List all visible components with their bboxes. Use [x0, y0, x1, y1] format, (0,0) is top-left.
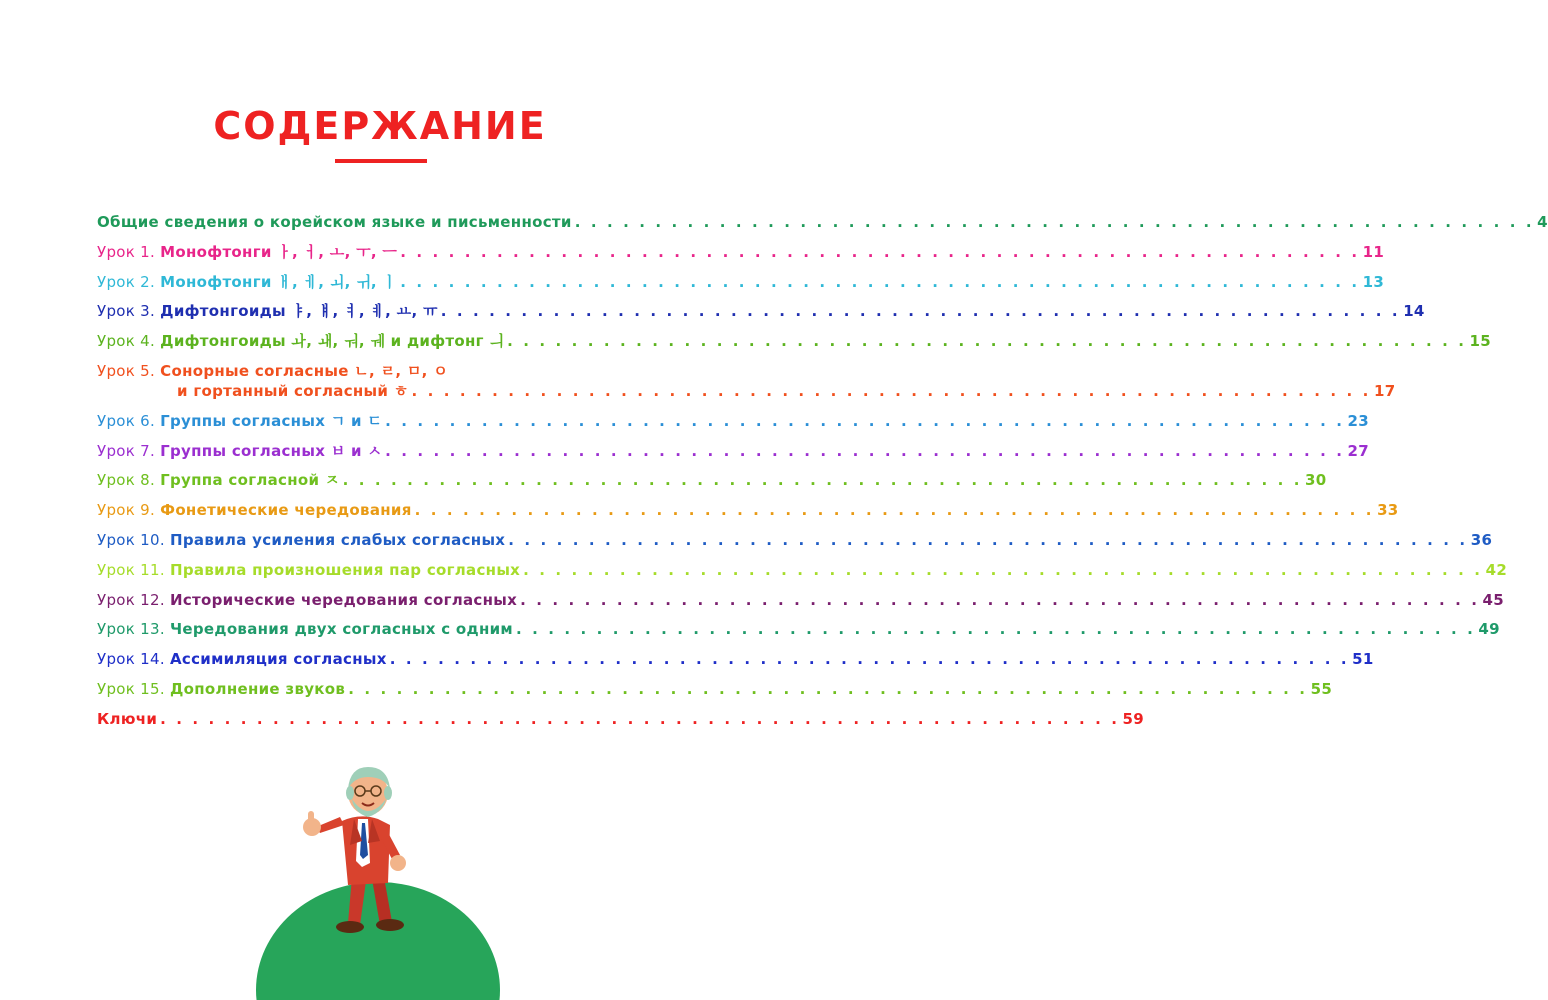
toc-entry[interactable] [97, 212, 1548, 232]
dot-leader: . . . . . . . . . . . . . . . . . . . . . . . . . . . . . . . . . . . . . . . . . . . . . . . . . . . . . . . . . . . . [385, 441, 1345, 460]
toc-title: Группы согласных ㄱ и ㄷ [160, 411, 383, 430]
toc-page-number: 33 [1377, 501, 1399, 520]
toc-label [97, 331, 504, 351]
toc-line [97, 301, 1425, 321]
toc-lesson-number: Урок 4. [97, 332, 161, 351]
toc-entry[interactable] [97, 590, 1505, 610]
toc-label [97, 619, 513, 639]
toc-label [97, 441, 382, 461]
toc-label [97, 301, 438, 321]
dot-leader: . . . . . . . . . . . . . . . . . . . . . . . . . . . . . . . . . . . . . . . . . . . . . . . . . . . . . . . . . . . . [400, 272, 1360, 291]
toc-page-number: 14 [1403, 302, 1425, 321]
toc-entry[interactable] [97, 441, 1370, 461]
toc-label [97, 560, 520, 580]
dot-leader: . . . . . . . . . . . . . . . . . . . . . . . . . . . . . . . . . . . . . . . . . . . . . . . . . . . . . . . . . . . . [440, 302, 1401, 321]
toc-lesson-number: Урок 15. [97, 679, 170, 698]
toc-page-number: 59 [1122, 709, 1145, 728]
dot-leader: . . . . . . . . . . . . . . . . . . . . . . . . . . . . . . . . . . . . . . . . . . . . . . . . . . . . . . . . . . . . [389, 650, 1350, 669]
toc-page-number: 17 [1373, 381, 1396, 400]
toc-lesson-number: Урок 11. [97, 560, 170, 579]
dot-leader: . . . . . . . . . . . . . . . . . . . . . . . . . . . . . . . . . . . . . . . . . . . . . . . . . . . . . . . . . . . . [414, 501, 1375, 520]
toc-entry[interactable] [97, 649, 1374, 669]
dot-leader: . . . . . . . . . . . . . . . . . . . . . . . . . . . . . . . . . . . . . . . . . . . . . . . . . . . . . . . . . . . . [520, 590, 1480, 609]
toc-page-number: 27 [1347, 441, 1370, 460]
toc-lesson-number: Урок 14. [97, 650, 170, 669]
toc-line [97, 560, 1508, 580]
dot-leader: . . . . . . . . . . . . . . . . . . . . . . . . . . . . . . . . . . . . . . . . . . . . . . . . . . . . . . . . . . . . [574, 213, 1535, 231]
toc-entry[interactable] [97, 242, 1385, 262]
toc-title: Правила произношения пар согласных [170, 560, 521, 579]
toc-page-number: 36 [1470, 530, 1493, 549]
toc-entry[interactable] [97, 361, 1396, 401]
toc-entry[interactable] [97, 411, 1370, 431]
toc-label [97, 272, 397, 292]
toc-line-continuation [97, 381, 1396, 401]
toc-label [97, 411, 382, 431]
toc-entry[interactable] [97, 470, 1327, 490]
dot-leader: . . . . . . . . . . . . . . . . . . . . . . . . . . . . . . . . . . . . . . . . . . . . . . . . . . . . . . . . . . . . [385, 411, 1345, 430]
toc-label [97, 242, 397, 262]
toc-label [97, 530, 505, 550]
toc-label [97, 212, 572, 232]
toc-entry[interactable] [97, 272, 1385, 292]
toc-page-number: 49 [1478, 620, 1500, 639]
toc-title: Общие сведения о корейском языке и письменности [97, 213, 572, 231]
toc-line [97, 530, 1493, 550]
toc-line [97, 361, 665, 381]
toc-title: Правила усиления слабых согласных [170, 530, 506, 549]
toc-title: Исторические чередования согласных [170, 590, 518, 609]
toc-lesson-number: Урок 8. [97, 471, 161, 490]
toc-lesson-number: Урок 12. [97, 590, 170, 609]
toc-lesson-number: Урок 5. [97, 361, 161, 380]
toc-lesson-number: Урок 1. [97, 242, 161, 261]
toc-page-number: 4 [1537, 213, 1548, 231]
toc-title: Сонорные согласные ㄴ, ㄹ, ㅁ, ㅇ [160, 361, 448, 380]
toc-page-number: 11 [1362, 242, 1385, 261]
page-title: СОДЕРЖАНИЕ [213, 104, 547, 148]
toc-title-continuation: и гортанный согласный ㅎ [177, 381, 409, 400]
toc-title: Чередования двух согласных с одним [170, 620, 513, 639]
toc-line [97, 411, 1370, 431]
toc-line [97, 242, 1385, 262]
toc-label [97, 361, 448, 381]
toc-title: Ключи [97, 709, 158, 728]
toc-title: Фонетические чередования [160, 501, 412, 520]
toc-entry[interactable] [97, 679, 1333, 699]
toc-line [97, 212, 1548, 232]
table-of-contents [97, 212, 1548, 739]
toc-line [97, 470, 1327, 490]
dot-leader: . . . . . . . . . . . . . . . . . . . . . . . . . . . . . . . . . . . . . . . . . . . . . . . . . . . . . . . . . . . . [348, 679, 1308, 698]
toc-line [97, 331, 1492, 351]
dot-leader: . . . . . . . . . . . . . . . . . . . . . . . . . . . . . . . . . . . . . . . . . . . . . . . . . . . . . . . . . . . . [507, 332, 1467, 351]
toc-line [97, 649, 1374, 669]
toc-title: Дифтонгоиды ㅘ, ㅙ, ㅝ, ㅞ и дифтонг ㅢ [160, 332, 505, 351]
teacher-illustration [250, 755, 510, 1000]
toc-entry[interactable] [97, 709, 1145, 729]
toc-lesson-number: Урок 9. [97, 501, 161, 520]
toc-entry[interactable] [97, 530, 1493, 550]
toc-lesson-number: Урок 10. [97, 530, 170, 549]
toc-page-number: 15 [1469, 332, 1492, 351]
toc-lesson-number: Урок 3. [97, 302, 161, 321]
toc-line [97, 590, 1505, 610]
toc-page-number: 42 [1485, 560, 1508, 579]
toc-title: Дополнение звуков [170, 679, 346, 698]
toc-entry[interactable] [97, 560, 1508, 580]
toc-line [97, 709, 1145, 729]
toc-label [97, 649, 387, 669]
toc-title: Монофтонги ㅏ, ㅓ, ㅗ, ㅜ, ㅡ [160, 242, 398, 261]
toc-line [97, 679, 1333, 699]
toc-title: Монофтонги ㅐ, ㅔ, ㅚ, ㅟ, ㅣ [160, 272, 398, 291]
toc-lesson-number: Урок 7. [97, 441, 161, 460]
toc-page-number: 51 [1352, 650, 1374, 669]
dot-leader: . . . . . . . . . . . . . . . . . . . . . . . . . . . . . . . . . . . . . . . . . . . . . . . . . . . . . . . . . . . . [160, 709, 1120, 728]
dot-leader: . . . . . . . . . . . . . . . . . . . . . . . . . . . . . . . . . . . . . . . . . . . . . . . . . . . . . . . . . . . . [523, 560, 1483, 579]
toc-page-number: 23 [1347, 411, 1370, 430]
dot-leader: . . . . . . . . . . . . . . . . . . . . . . . . . . . . . . . . . . . . . . . . . . . . . . . . . . . . . . . . . . . . [508, 530, 1468, 549]
toc-lesson-number: Урок 13. [97, 620, 170, 639]
toc-line [97, 500, 1399, 520]
dot-leader: . . . . . . . . . . . . . . . . . . . . . . . . . . . . . . . . . . . . . . . . . . . . . . . . . . . . . . . . . . . . [400, 242, 1360, 261]
toc-entry[interactable] [97, 619, 1500, 639]
toc-entry[interactable] [97, 301, 1425, 321]
toc-page-number: 55 [1310, 679, 1333, 698]
title-underline [335, 159, 427, 163]
toc-label [97, 470, 340, 490]
toc-entry[interactable] [97, 331, 1492, 351]
toc-title: Ассимиляция согласных [170, 650, 387, 669]
toc-label [97, 500, 412, 520]
toc-title: Группа согласной ㅈ [160, 471, 340, 490]
toc-line [97, 441, 1370, 461]
toc-lesson-number: Урок 2. [97, 272, 161, 291]
toc-label [97, 709, 157, 729]
toc-label [97, 679, 345, 699]
toc-entry[interactable] [97, 500, 1399, 520]
toc-page-number: 30 [1305, 471, 1327, 490]
toc-page-number: 45 [1482, 590, 1505, 609]
toc-lesson-number: Урок 6. [97, 411, 161, 430]
toc-title: Группы согласных ㅂ и ㅅ [160, 441, 383, 460]
dot-leader: . . . . . . . . . . . . . . . . . . . . . . . . . . . . . . . . . . . . . . . . . . . . . . . . . . . . . . . . . . . . [411, 381, 1371, 400]
toc-line [97, 619, 1500, 639]
dot-leader: . . . . . . . . . . . . . . . . . . . . . . . . . . . . . . . . . . . . . . . . . . . . . . . . . . . . . . . . . . . . [342, 471, 1303, 490]
toc-page-number: 13 [1362, 272, 1385, 291]
toc-line [97, 272, 1385, 292]
dot-leader: . . . . . . . . . . . . . . . . . . . . . . . . . . . . . . . . . . . . . . . . . . . . . . . . . . . . . . . . . . . . [515, 620, 1476, 639]
toc-label [97, 590, 517, 610]
toc-title: Дифтонгоиды ㅑ, ㅒ, ㅕ, ㅖ, ㅛ, ㅠ [160, 302, 438, 321]
